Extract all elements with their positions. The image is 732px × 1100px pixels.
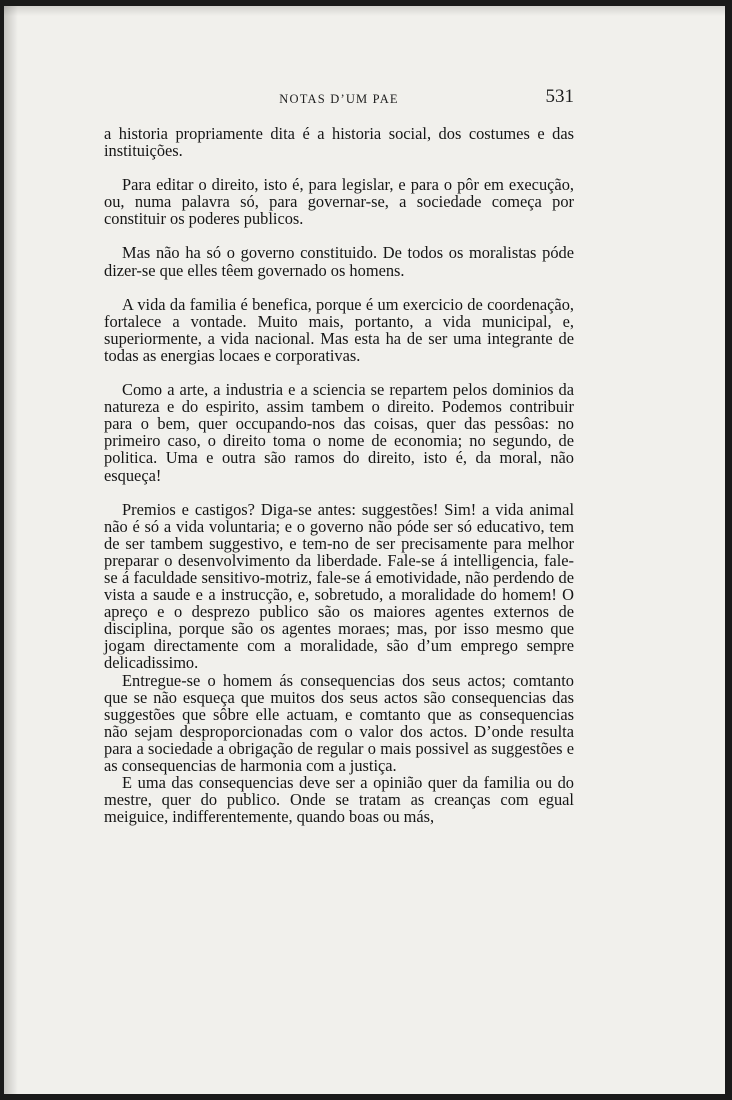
body-text [104,125,574,825]
page-edge-shadow [4,6,18,1094]
paragraph-1: a historia propriamente dita é a historia social, dos costumes e das instituições. [104,124,574,161]
paragraph-3: Mas não ha só o governo constituido. De todos os moralistas póde dizer-se que elles têem governado os homens. [104,243,574,280]
paragraph-2: Para editar o direito, isto é, para legislar, e para o pôr em execução, ou, numa palavra só, para governar-se, a sociedade começa por constituir os poderes publicos. [104,175,574,229]
book-page [4,6,725,1094]
paragraph-5: Como a arte, a industria e a sciencia se repartem pelos dominios da natureza e do espirito, assim tambem o direito. Podemos contribuir para o bem, quer occupando-nos das coisas, quer das pessôas: no primeiro caso, o direito toma o nome de economia; no segundo, de politica. Uma e outra são ramos do direito, isto é, da moral, não esqueça! [104,380,574,485]
paragraph-4: A vida da familia é benefica, porque é um exercicio de coordenação, fortalece a vontade. Muito mais, portanto, a vida municipal, e, superiormente, a vida nacional. Mas esta ha de ser uma integrante de todas as energias locaes e corporativas. [104,294,574,365]
paragraph-6: Premios e castigos? Diga-se antes: suggestões! Sim! a vida animal não é só a vida voluntaria; e o governo não póde ser só educativo, tem de ser tambem suggestivo, e tem-no de ser precisamente para melhor preparar o desenvolvimento da liberdade. Fale-se á intelligencia, fale-se á faculdade sensitivo-motriz, fale-se á emotividade, não perdendo de vista a saude e a instrucção, e, sobretudo, a moralidade do homem! O apreço e o desprezo publico são os maiores agentes externos de disciplina, porque são os agentes moraes; mas, por isso mesmo que jogam directamente com a moralidade, são d’um emprego sempre delicadissimo. [104,499,574,673]
running-title: NOTAS D’UM PAE [279,92,399,106]
page-number: 531 [545,86,574,107]
paragraph-8: E uma das consequencias deve ser a opinião quer da familia ou do mestre, quer do publico. Onde se tratam as creanças com egual meiguice, indifferentemente, quando boas ou más, [104,773,574,827]
page-top-shadow [4,6,725,16]
page-header [104,86,574,112]
paragraph-7: Entregue-se o homem ás consequencias dos seus actos; comtanto que se não esqueça que muitos dos seus actos são consequencias das suggestões que sôbre elle actuam, e comtanto que as consequencias não sejam desproporcionadas com o valor dos actos. D’onde resulta para a sociedade a obrigação de regular o mais possivel as suggestões e as consequencias de harmonia com a justiça. [104,670,574,775]
